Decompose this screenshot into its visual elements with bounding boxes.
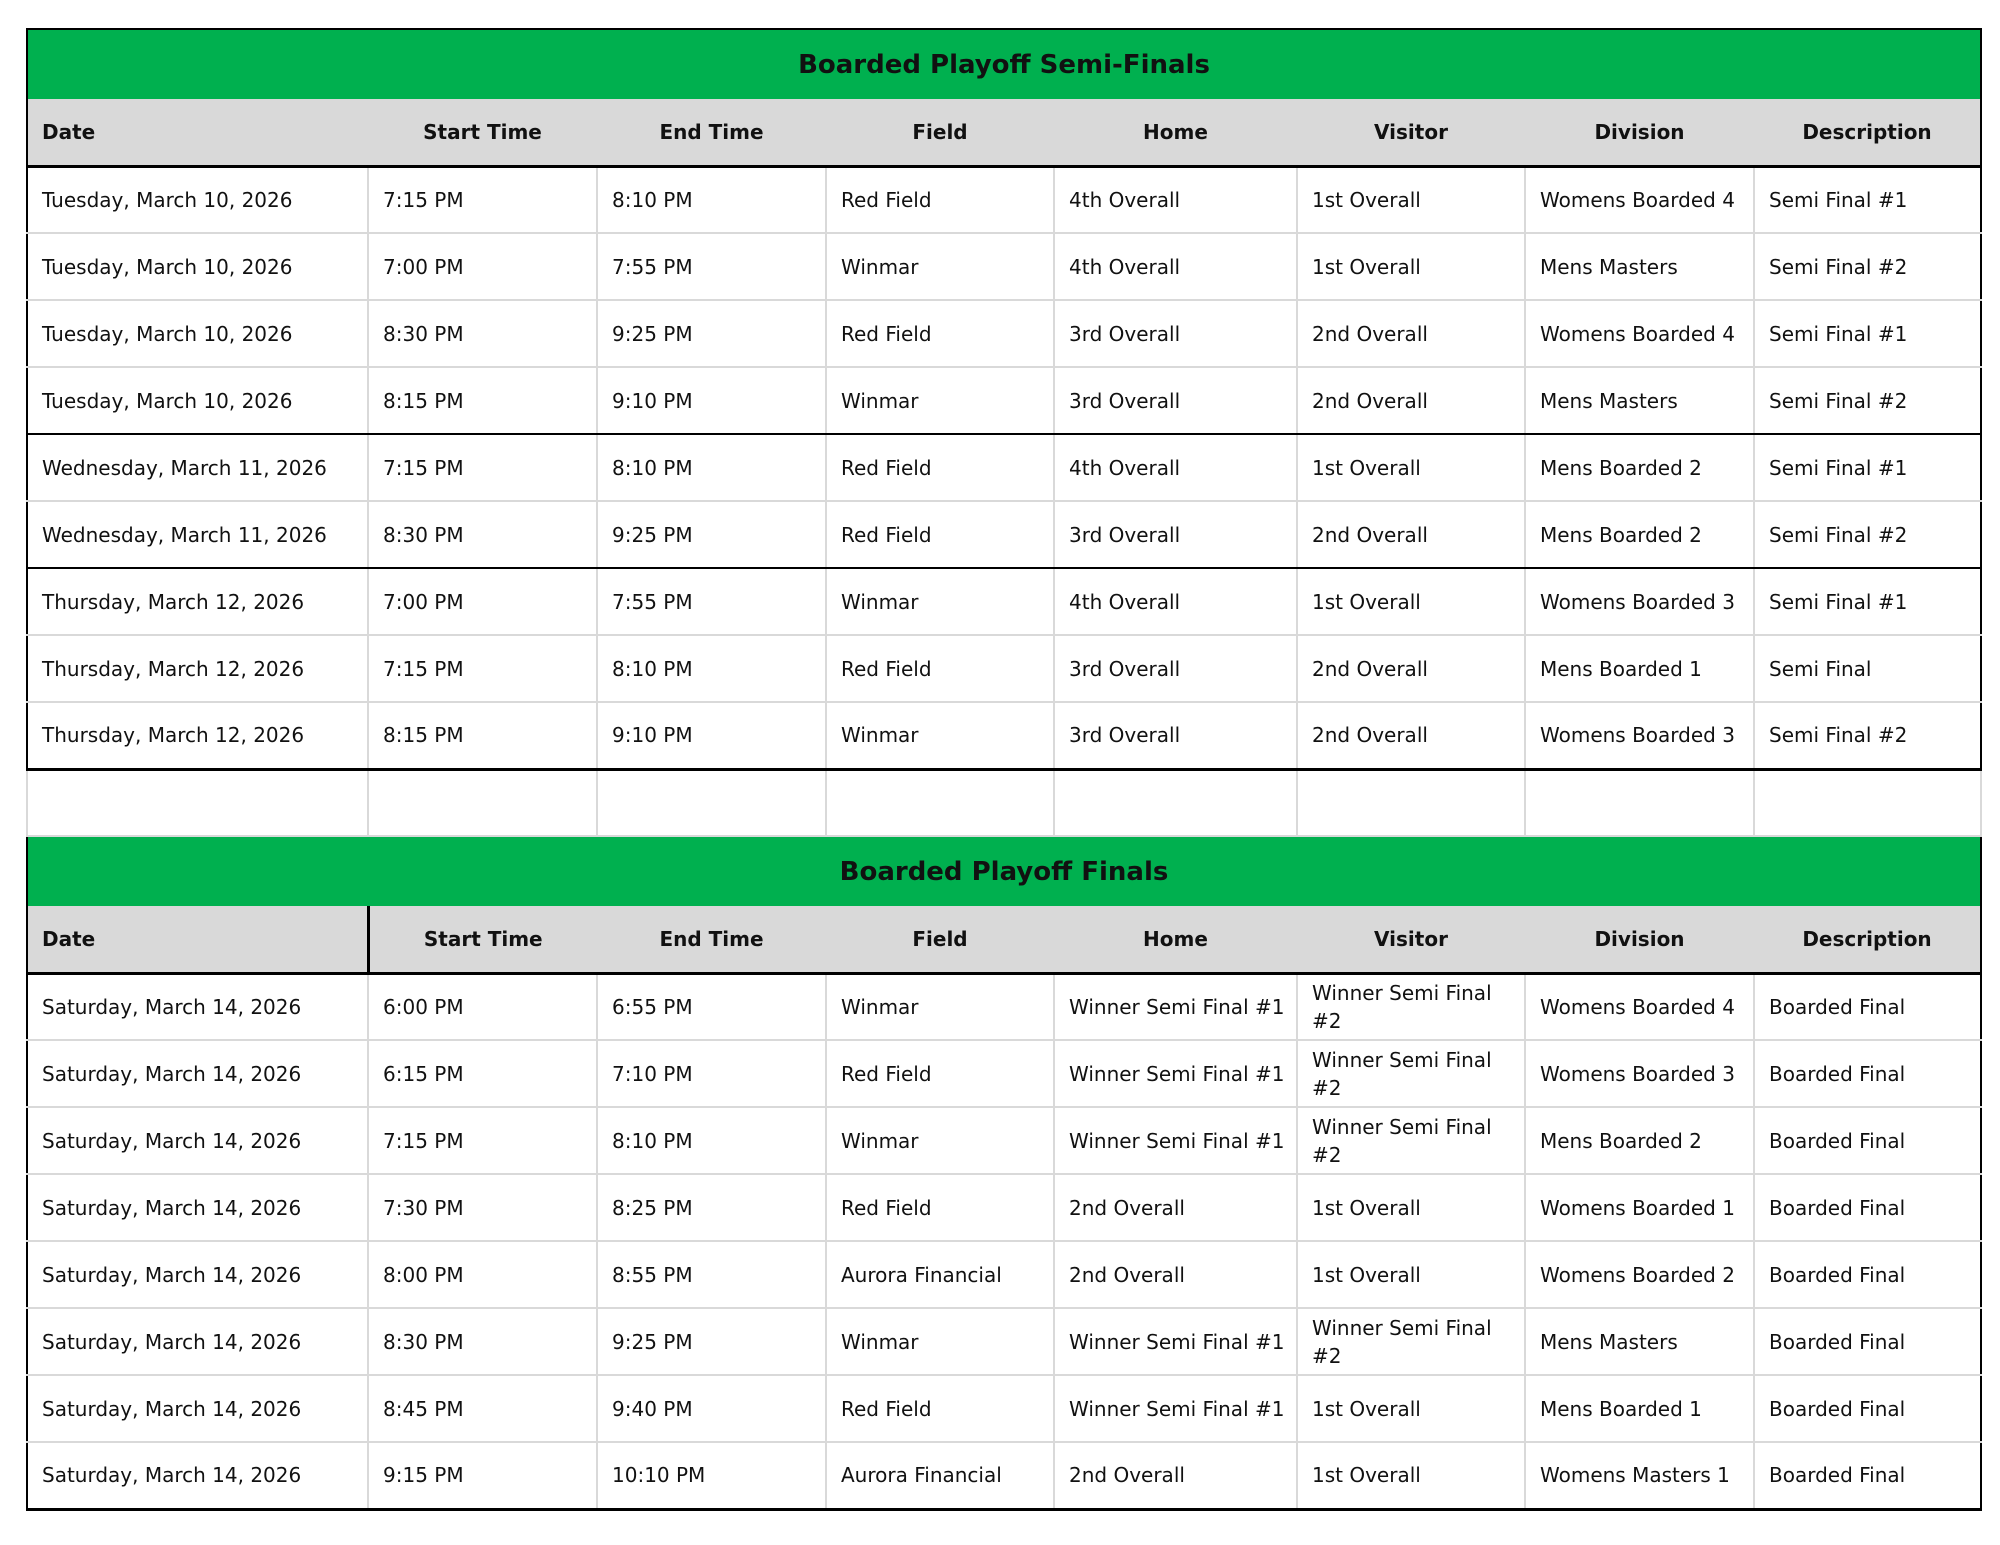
date-cell: Saturday, March 14, 2026 — [27, 1308, 368, 1375]
visitor-cell: 2nd Overall — [1297, 501, 1525, 568]
field-cell: Red Field — [826, 1174, 1054, 1241]
description-cell: Semi Final #1 — [1754, 434, 1981, 501]
table-row — [27, 1107, 1981, 1174]
field-cell: Red Field — [826, 1375, 1054, 1442]
home-cell: 3rd Overall — [1054, 702, 1297, 769]
end-time-cell: 6:55 PM — [597, 973, 826, 1040]
description-cell: Semi Final #2 — [1754, 233, 1981, 300]
field-cell: Winmar — [826, 1308, 1054, 1375]
description-cell: Boarded Final — [1754, 1241, 1981, 1308]
field-cell: Winmar — [826, 702, 1054, 769]
header-division: Division — [1525, 99, 1754, 166]
field-cell: Aurora Financial — [826, 1241, 1054, 1308]
division-cell: Mens Boarded 2 — [1525, 1107, 1754, 1174]
end-time-cell: 8:10 PM — [597, 434, 826, 501]
visitor-cell: Winner Semi Final #2 — [1297, 1040, 1525, 1107]
end-time-cell: 8:10 PM — [597, 635, 826, 702]
table-row — [27, 1174, 1981, 1241]
division-cell: Womens Boarded 3 — [1525, 1040, 1754, 1107]
header-date: Date — [27, 99, 368, 166]
end-time-cell: 10:10 PM — [597, 1442, 826, 1509]
date-cell: Tuesday, March 10, 2026 — [27, 233, 368, 300]
home-cell: 4th Overall — [1054, 434, 1297, 501]
field-cell: Red Field — [826, 635, 1054, 702]
finals-title: Boarded Playoff Finals — [27, 836, 1981, 906]
home-cell: 4th Overall — [1054, 166, 1297, 233]
semifinals-title: Boarded Playoff Semi-Finals — [27, 29, 1981, 99]
division-cell: Womens Masters 1 — [1525, 1442, 1754, 1509]
description-cell: Semi Final #1 — [1754, 166, 1981, 233]
semifinals-header-row — [27, 99, 1981, 166]
table-row — [27, 501, 1981, 568]
table-row — [27, 973, 1981, 1040]
header-field: Field — [826, 906, 1054, 973]
start-time-cell: 7:30 PM — [368, 1174, 597, 1241]
home-cell: 2nd Overall — [1054, 1241, 1297, 1308]
header-visitor: Visitor — [1297, 906, 1525, 973]
visitor-cell: 2nd Overall — [1297, 635, 1525, 702]
end-time-cell: 8:10 PM — [597, 1107, 826, 1174]
visitor-cell: 2nd Overall — [1297, 702, 1525, 769]
date-cell: Thursday, March 12, 2026 — [27, 635, 368, 702]
division-cell: Womens Boarded 4 — [1525, 300, 1754, 367]
home-cell: 4th Overall — [1054, 568, 1297, 635]
field-cell: Winmar — [826, 1107, 1054, 1174]
visitor-cell: Winner Semi Final #2 — [1297, 973, 1525, 1040]
description-cell: Semi Final #2 — [1754, 501, 1981, 568]
header-field: Field — [826, 99, 1054, 166]
end-time-cell: 9:10 PM — [597, 367, 826, 434]
end-time-cell: 9:25 PM — [597, 501, 826, 568]
home-cell: Winner Semi Final #1 — [1054, 1040, 1297, 1107]
date-cell: Thursday, March 12, 2026 — [27, 702, 368, 769]
end-time-cell: 9:25 PM — [597, 1308, 826, 1375]
visitor-cell: 2nd Overall — [1297, 300, 1525, 367]
table-row — [27, 1442, 1981, 1509]
description-cell: Semi Final #1 — [1754, 300, 1981, 367]
spacer-cell — [597, 769, 826, 836]
header-start-time: Start Time — [368, 99, 597, 166]
table-row — [27, 434, 1981, 501]
date-cell: Saturday, March 14, 2026 — [27, 1040, 368, 1107]
table-row — [27, 1241, 1981, 1308]
description-cell: Semi Final #1 — [1754, 568, 1981, 635]
home-cell: 2nd Overall — [1054, 1174, 1297, 1241]
home-cell: 3rd Overall — [1054, 635, 1297, 702]
schedule-sheet — [26, 28, 1980, 1511]
header-visitor: Visitor — [1297, 99, 1525, 166]
header-date: Date — [27, 906, 368, 973]
home-cell: 3rd Overall — [1054, 300, 1297, 367]
home-cell: Winner Semi Final #1 — [1054, 1308, 1297, 1375]
visitor-cell: 1st Overall — [1297, 1375, 1525, 1442]
header-description: Description — [1754, 99, 1981, 166]
schedule-body — [27, 29, 1981, 1509]
table-row — [27, 367, 1981, 434]
field-cell: Winmar — [826, 973, 1054, 1040]
field-cell: Winmar — [826, 568, 1054, 635]
start-time-cell: 8:30 PM — [368, 300, 597, 367]
field-cell: Winmar — [826, 367, 1054, 434]
start-time-cell: 8:15 PM — [368, 367, 597, 434]
spacer-cell — [1525, 769, 1754, 836]
division-cell: Mens Masters — [1525, 367, 1754, 434]
division-cell: Mens Boarded 1 — [1525, 635, 1754, 702]
date-cell: Wednesday, March 11, 2026 — [27, 501, 368, 568]
division-cell: Womens Boarded 4 — [1525, 166, 1754, 233]
description-cell: Boarded Final — [1754, 1040, 1981, 1107]
division-cell: Mens Boarded 2 — [1525, 501, 1754, 568]
header-end-time: End Time — [597, 906, 826, 973]
header-description: Description — [1754, 906, 1981, 973]
date-cell: Saturday, March 14, 2026 — [27, 973, 368, 1040]
spacer-cell — [1297, 769, 1525, 836]
table-row — [27, 1308, 1981, 1375]
visitor-cell: 1st Overall — [1297, 1241, 1525, 1308]
description-cell: Boarded Final — [1754, 1308, 1981, 1375]
spacer-cell — [27, 769, 368, 836]
division-cell: Womens Boarded 4 — [1525, 973, 1754, 1040]
table-row — [27, 635, 1981, 702]
date-cell: Thursday, March 12, 2026 — [27, 568, 368, 635]
field-cell: Red Field — [826, 300, 1054, 367]
start-time-cell: 8:00 PM — [368, 1241, 597, 1308]
spacer-row — [27, 769, 1981, 836]
visitor-cell: 1st Overall — [1297, 166, 1525, 233]
description-cell: Boarded Final — [1754, 973, 1981, 1040]
home-cell: 4th Overall — [1054, 233, 1297, 300]
header-end-time: End Time — [597, 99, 826, 166]
end-time-cell: 9:40 PM — [597, 1375, 826, 1442]
home-cell: Winner Semi Final #1 — [1054, 973, 1297, 1040]
division-cell: Womens Boarded 3 — [1525, 702, 1754, 769]
field-cell: Red Field — [826, 166, 1054, 233]
division-cell: Mens Masters — [1525, 1308, 1754, 1375]
division-cell: Womens Boarded 2 — [1525, 1241, 1754, 1308]
home-cell: 3rd Overall — [1054, 501, 1297, 568]
table-row — [27, 300, 1981, 367]
table-row — [27, 1375, 1981, 1442]
start-time-cell: 6:00 PM — [368, 973, 597, 1040]
date-cell: Saturday, March 14, 2026 — [27, 1442, 368, 1509]
spacer-cell — [826, 769, 1054, 836]
visitor-cell: 1st Overall — [1297, 1174, 1525, 1241]
schedule-table — [26, 28, 1982, 1511]
header-home: Home — [1054, 99, 1297, 166]
date-cell: Saturday, March 14, 2026 — [27, 1375, 368, 1442]
end-time-cell: 9:10 PM — [597, 702, 826, 769]
description-cell: Boarded Final — [1754, 1174, 1981, 1241]
description-cell: Semi Final #2 — [1754, 702, 1981, 769]
description-cell: Boarded Final — [1754, 1375, 1981, 1442]
end-time-cell: 7:55 PM — [597, 233, 826, 300]
division-cell: Mens Masters — [1525, 233, 1754, 300]
home-cell: 2nd Overall — [1054, 1442, 1297, 1509]
end-time-cell: 8:10 PM — [597, 166, 826, 233]
date-cell: Saturday, March 14, 2026 — [27, 1107, 368, 1174]
start-time-cell: 8:45 PM — [368, 1375, 597, 1442]
start-time-cell: 9:15 PM — [368, 1442, 597, 1509]
start-time-cell: 6:15 PM — [368, 1040, 597, 1107]
table-row — [27, 166, 1981, 233]
description-cell: Boarded Final — [1754, 1107, 1981, 1174]
home-cell: 3rd Overall — [1054, 367, 1297, 434]
end-time-cell: 8:25 PM — [597, 1174, 826, 1241]
division-cell: Womens Boarded 3 — [1525, 568, 1754, 635]
start-time-cell: 8:15 PM — [368, 702, 597, 769]
table-row — [27, 568, 1981, 635]
description-cell: Semi Final — [1754, 635, 1981, 702]
spacer-cell — [1754, 769, 1981, 836]
header-home: Home — [1054, 906, 1297, 973]
start-time-cell: 7:15 PM — [368, 635, 597, 702]
table-row — [27, 702, 1981, 769]
description-cell: Boarded Final — [1754, 1442, 1981, 1509]
division-cell: Mens Boarded 1 — [1525, 1375, 1754, 1442]
table-row — [27, 1040, 1981, 1107]
start-time-cell: 7:00 PM — [368, 233, 597, 300]
table-row — [27, 233, 1981, 300]
spacer-cell — [1054, 769, 1297, 836]
visitor-cell: 1st Overall — [1297, 434, 1525, 501]
field-cell: Red Field — [826, 1040, 1054, 1107]
start-time-cell: 8:30 PM — [368, 501, 597, 568]
semifinals-title-row — [27, 29, 1981, 99]
visitor-cell: Winner Semi Final #2 — [1297, 1107, 1525, 1174]
description-cell: Semi Final #2 — [1754, 367, 1981, 434]
date-cell: Saturday, March 14, 2026 — [27, 1241, 368, 1308]
home-cell: Winner Semi Final #1 — [1054, 1107, 1297, 1174]
visitor-cell: 1st Overall — [1297, 233, 1525, 300]
visitor-cell: 2nd Overall — [1297, 367, 1525, 434]
visitor-cell: Winner Semi Final #2 — [1297, 1308, 1525, 1375]
field-cell: Red Field — [826, 434, 1054, 501]
field-cell: Red Field — [826, 501, 1054, 568]
start-time-cell: 7:15 PM — [368, 434, 597, 501]
date-cell: Wednesday, March 11, 2026 — [27, 434, 368, 501]
finals-title-row — [27, 836, 1981, 906]
visitor-cell: 1st Overall — [1297, 1442, 1525, 1509]
date-cell: Saturday, March 14, 2026 — [27, 1174, 368, 1241]
start-time-cell: 7:15 PM — [368, 166, 597, 233]
spacer-cell — [368, 769, 597, 836]
end-time-cell: 8:55 PM — [597, 1241, 826, 1308]
home-cell: Winner Semi Final #1 — [1054, 1375, 1297, 1442]
start-time-cell: 7:00 PM — [368, 568, 597, 635]
end-time-cell: 7:55 PM — [597, 568, 826, 635]
date-cell: Tuesday, March 10, 2026 — [27, 166, 368, 233]
visitor-cell: 1st Overall — [1297, 568, 1525, 635]
end-time-cell: 7:10 PM — [597, 1040, 826, 1107]
date-cell: Tuesday, March 10, 2026 — [27, 367, 368, 434]
start-time-cell: 7:15 PM — [368, 1107, 597, 1174]
header-start-time: Start Time — [368, 906, 597, 973]
field-cell: Aurora Financial — [826, 1442, 1054, 1509]
end-time-cell: 9:25 PM — [597, 300, 826, 367]
start-time-cell: 8:30 PM — [368, 1308, 597, 1375]
division-cell: Mens Boarded 2 — [1525, 434, 1754, 501]
date-cell: Tuesday, March 10, 2026 — [27, 300, 368, 367]
finals-header-row — [27, 906, 1981, 973]
division-cell: Womens Boarded 1 — [1525, 1174, 1754, 1241]
field-cell: Winmar — [826, 233, 1054, 300]
header-division: Division — [1525, 906, 1754, 973]
